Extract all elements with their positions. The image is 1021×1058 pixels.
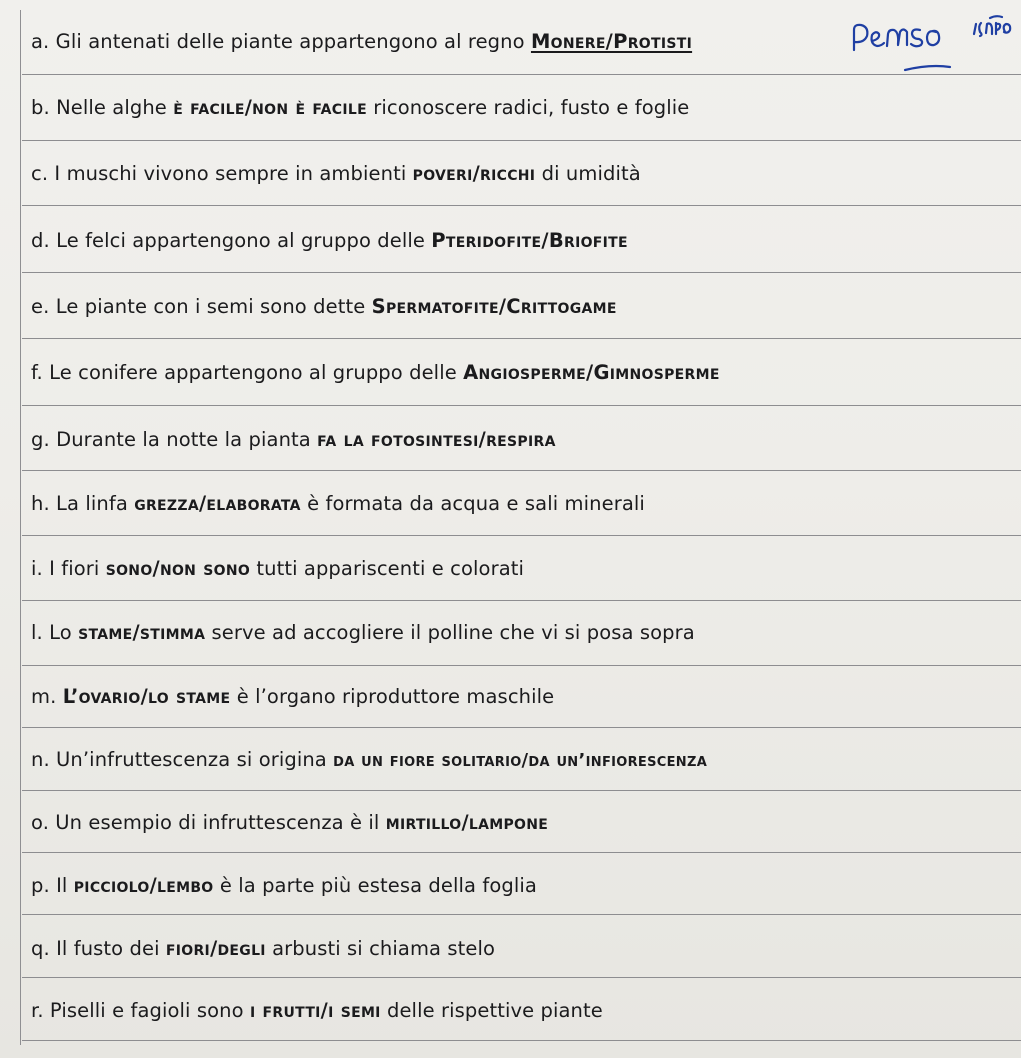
ruling-line — [22, 790, 1021, 791]
statement-e — [31, 295, 617, 318]
ruling-line — [22, 600, 1021, 601]
statement-f — [31, 361, 720, 384]
answer-options[interactable]: L’ovario/lo stame — [62, 685, 231, 708]
ruling-line — [22, 470, 1021, 471]
answer-options[interactable]: mirtillo/lampone — [385, 811, 549, 834]
statement-p — [31, 874, 537, 897]
answer-options[interactable]: sono/non sono — [105, 557, 251, 580]
ruling-line — [22, 205, 1021, 206]
statement-text: f. Le conifere appartengono al gruppo delle — [31, 361, 464, 384]
answer-options[interactable]: fiori/degli — [165, 937, 266, 960]
statement-text: arbusti si chiama stelo — [265, 937, 496, 960]
answer-options[interactable]: Angiosperme/Gimnosperme — [463, 361, 720, 384]
statement-g — [31, 428, 556, 451]
answer-options[interactable]: da un fiore solitario/da un’infiorescenza — [333, 750, 708, 771]
ruling-line — [22, 1040, 1021, 1041]
statement-c — [31, 162, 641, 185]
statement-text: è formata da acqua e sali minerali — [300, 492, 645, 515]
ruling-line — [22, 272, 1021, 273]
answer-options[interactable]: poveri/ricchi — [412, 162, 536, 185]
ruling-line — [22, 914, 1021, 915]
answer-options[interactable]: picciolo/lembo — [73, 874, 214, 897]
statement-text: delle rispettive piante — [380, 999, 603, 1022]
statement-q — [31, 937, 495, 960]
statement-text: h. La linfa — [31, 492, 135, 515]
statement-text: i. I fiori — [31, 557, 106, 580]
statement-text: b. Nelle alghe — [31, 96, 174, 119]
statement-text: g. Durante la notte la pianta — [31, 428, 318, 451]
statement-m — [31, 685, 554, 708]
statement-text: riconoscere radici, fusto e foglie — [366, 96, 690, 119]
handwritten-note — [850, 12, 1021, 74]
statement-h — [31, 492, 645, 515]
ruling-line — [22, 405, 1021, 406]
statement-text: è l’organo riproduttore maschile — [230, 685, 555, 708]
statement-b — [31, 96, 689, 119]
left-margin-line — [20, 10, 21, 1045]
statement-text: r. Piselli e fagioli sono — [31, 999, 250, 1022]
statement-text: p. Il — [31, 874, 74, 897]
answer-options[interactable]: Spermatofite/Crittogame — [371, 295, 617, 318]
answer-options[interactable]: Pteridofite/Briofite — [431, 229, 628, 252]
statement-text: l. Lo — [31, 621, 79, 644]
answer-options[interactable]: è facile/non è facile — [173, 96, 367, 119]
statement-text: o. Un esempio di infruttescenza è il — [31, 811, 386, 834]
answer-options[interactable]: grezza/elaborata — [134, 492, 301, 515]
statement-text: m. — [31, 685, 63, 708]
ruling-line — [22, 74, 1021, 75]
answer-options[interactable]: i frutti/i semi — [249, 999, 381, 1022]
statement-o — [31, 811, 548, 834]
statement-text: n. Un’infruttescenza si origina — [31, 748, 334, 771]
statement-d — [31, 229, 628, 252]
statement-text: serve ad accogliere il polline che vi si posa sopra — [205, 621, 695, 644]
statement-l — [31, 621, 695, 644]
ruling-line — [22, 852, 1021, 853]
answer-options[interactable]: fa la fotosintesi/respira — [317, 428, 556, 451]
ruling-line — [22, 727, 1021, 728]
statement-r — [31, 999, 603, 1022]
ruling-line — [22, 535, 1021, 536]
statement-a — [31, 30, 692, 53]
statement-text: è la parte più estesa della foglia — [213, 874, 537, 897]
statement-text: di umidità — [535, 162, 641, 185]
statement-text: tutti appariscenti e colorati — [250, 557, 525, 580]
answer-options[interactable]: Monere/Protisti — [530, 30, 693, 53]
statement-text: a. Gli antenati delle piante appartengono al regno — [31, 30, 531, 53]
statement-text: c. I muschi vivono sempre in ambienti — [31, 162, 413, 185]
ruling-line — [22, 140, 1021, 141]
statement-text: d. Le felci appartengono al gruppo delle — [31, 229, 432, 252]
ruling-line — [22, 665, 1021, 666]
ruling-line — [22, 338, 1021, 339]
ruling-line — [22, 977, 1021, 978]
statement-text: q. Il fusto dei — [31, 937, 166, 960]
statement-i — [31, 557, 524, 580]
statement-text: e. Le piante con i semi sono dette — [31, 295, 372, 318]
statement-n — [31, 748, 707, 771]
answer-options[interactable]: stame/stimma — [78, 621, 206, 644]
